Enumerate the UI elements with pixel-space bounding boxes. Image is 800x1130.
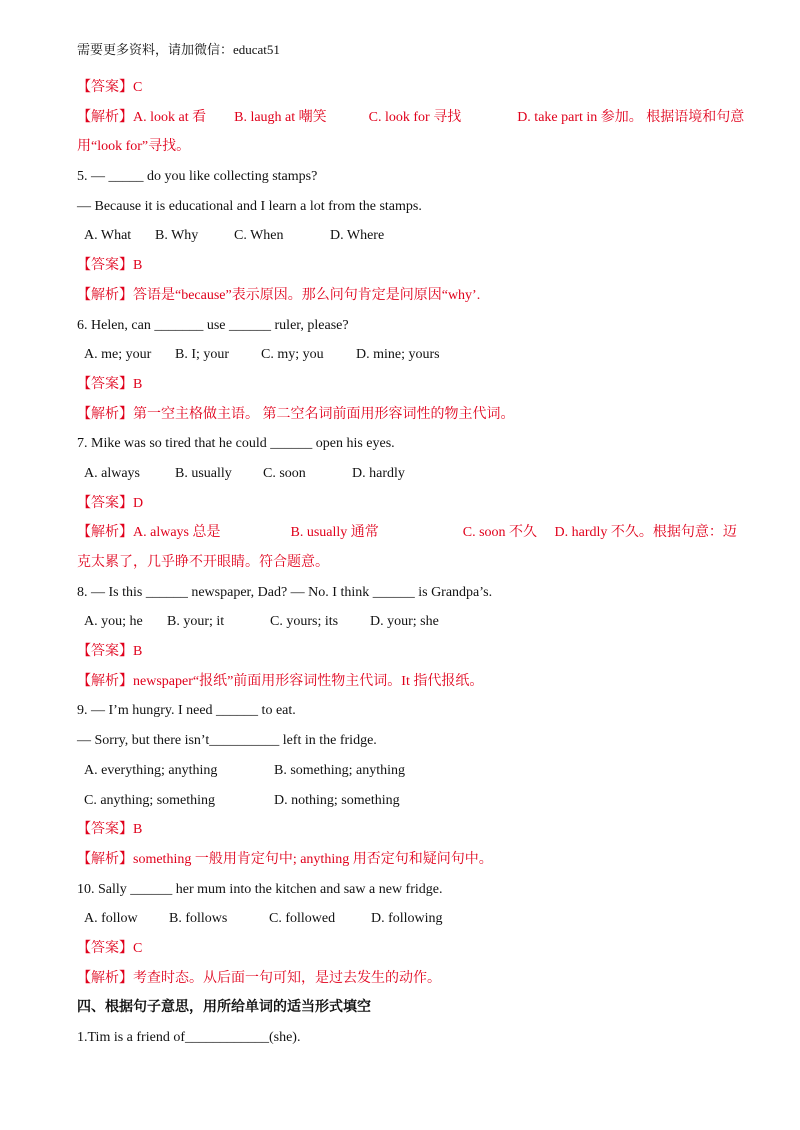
q5-analysis: 【解析】答语是“because”表示原因。那么问句肯定是问原因“why’. — [77, 287, 481, 303]
q10-option-c: C. followed — [269, 911, 336, 927]
q8-analysis: 【解析】newspaper“报纸”前面用形容词性物主代词。It 指代报纸。 — [77, 673, 484, 689]
document-body — [77, 73, 745, 1053]
q5-answer: 【答案】B — [77, 258, 143, 274]
q6-options — [84, 340, 737, 370]
q6-option-b: B. I; your — [175, 347, 230, 363]
q5-option-a: A. What — [84, 228, 132, 244]
q7-options — [84, 459, 737, 489]
q8-answer: 【答案】B — [77, 644, 143, 660]
q7-analysis-line1: 【解析】A. always 总是 B. usually 通常 C. soon 不久 D. hardly 不久。根据句意：迈 — [77, 525, 737, 541]
q6-option-a: A. me; your — [84, 347, 152, 363]
section4-title: 四、根据句子意思，用所给单词的适当形式填空 — [77, 1000, 371, 1016]
q9-option-a: A. everything; anything — [84, 762, 218, 778]
q9-reply: — Sorry, but there isn’t__________ left in the fridge. — [77, 733, 377, 749]
q9-option-b: B. something; anything — [274, 762, 406, 778]
q9-options-row2 — [84, 786, 737, 816]
q9-stem: 9. — I’m hungry. I need ______ to eat. — [77, 703, 296, 719]
q6-analysis: 【解析】第一空主格做主语。 第二空名词前面用形容词性的物主代词。 — [77, 406, 515, 422]
q7-analysis-line2: 克太累了，几乎睁不开眼睛。符合题意。 — [77, 555, 329, 570]
q7-option-d: D. hardly — [352, 465, 405, 481]
q7-stem: 7. Mike was so tired that he could ______ open his eyes. — [77, 436, 395, 452]
q7-option-a: A. always — [84, 465, 140, 481]
q10-option-b: B. follows — [169, 911, 228, 927]
q9-option-c: C. anything; something — [84, 792, 216, 808]
q8-option-c: C. yours; its — [270, 614, 339, 630]
section4-q1: 1.Tim is a friend of____________(she). — [77, 1030, 301, 1045]
q9-analysis: 【解析】something 一般用肯定句中; anything 用否定句和疑问句中。 — [77, 851, 493, 867]
q8-options — [84, 607, 737, 637]
q8-stem: 8. — Is this ______ newspaper, Dad? — No. I think ______ is Grandpa’s. — [77, 584, 493, 600]
q10-stem: 10. Sally ______ her mum into the kitchen and saw a new fridge. — [77, 881, 443, 897]
q7-option-c: C. soon — [263, 465, 306, 481]
q8-option-d: D. your; she — [370, 614, 439, 630]
q5-options — [84, 221, 737, 251]
q8-option-a: A. you; he — [84, 614, 143, 630]
q9-options-row1 — [84, 756, 737, 786]
q6-option-d: D. mine; yours — [356, 347, 440, 363]
q10-answer: 【答案】C — [77, 940, 143, 956]
q10-analysis: 【解析】考查时态。从后面一句可知，是过去发生的动作。 — [77, 970, 441, 986]
q5-option-d: D. Where — [330, 228, 385, 244]
q6-stem: 6. Helen, can _______ use ______ ruler, please? — [77, 317, 349, 333]
q4-analysis-line2: 用“look for”寻找。 — [77, 139, 191, 155]
q10-options — [84, 904, 737, 934]
q7-answer: 【答案】D — [77, 495, 144, 511]
q10-option-a: A. follow — [84, 911, 138, 927]
q6-option-c: C. my; you — [261, 347, 324, 363]
q9-option-d: D. nothing; something — [274, 792, 400, 808]
q4-analysis-line1: 【解析】A. look at 看 B. laugh at 嘲笑 C. look for 寻找 D. take part in 参加。 根据语境和句意 — [77, 109, 745, 125]
q5-stem: 5. — _____ do you like collecting stamps? — [77, 169, 318, 185]
q5-reply: — Because it is educational and I learn a lot from the stamps. — [77, 198, 422, 214]
q8-option-b: B. your; it — [167, 614, 225, 630]
q6-answer: 【答案】B — [77, 376, 143, 392]
q10-option-d: D. following — [371, 911, 443, 927]
page-header: 需要更多资料，请加微信：educat51 — [77, 42, 280, 57]
q9-answer: 【答案】B — [77, 822, 143, 838]
q4-answer: 【答案】C — [77, 80, 143, 95]
q5-option-c: C. When — [234, 228, 284, 244]
q7-option-b: B. usually — [175, 465, 232, 481]
q5-option-b: B. Why — [155, 228, 199, 244]
